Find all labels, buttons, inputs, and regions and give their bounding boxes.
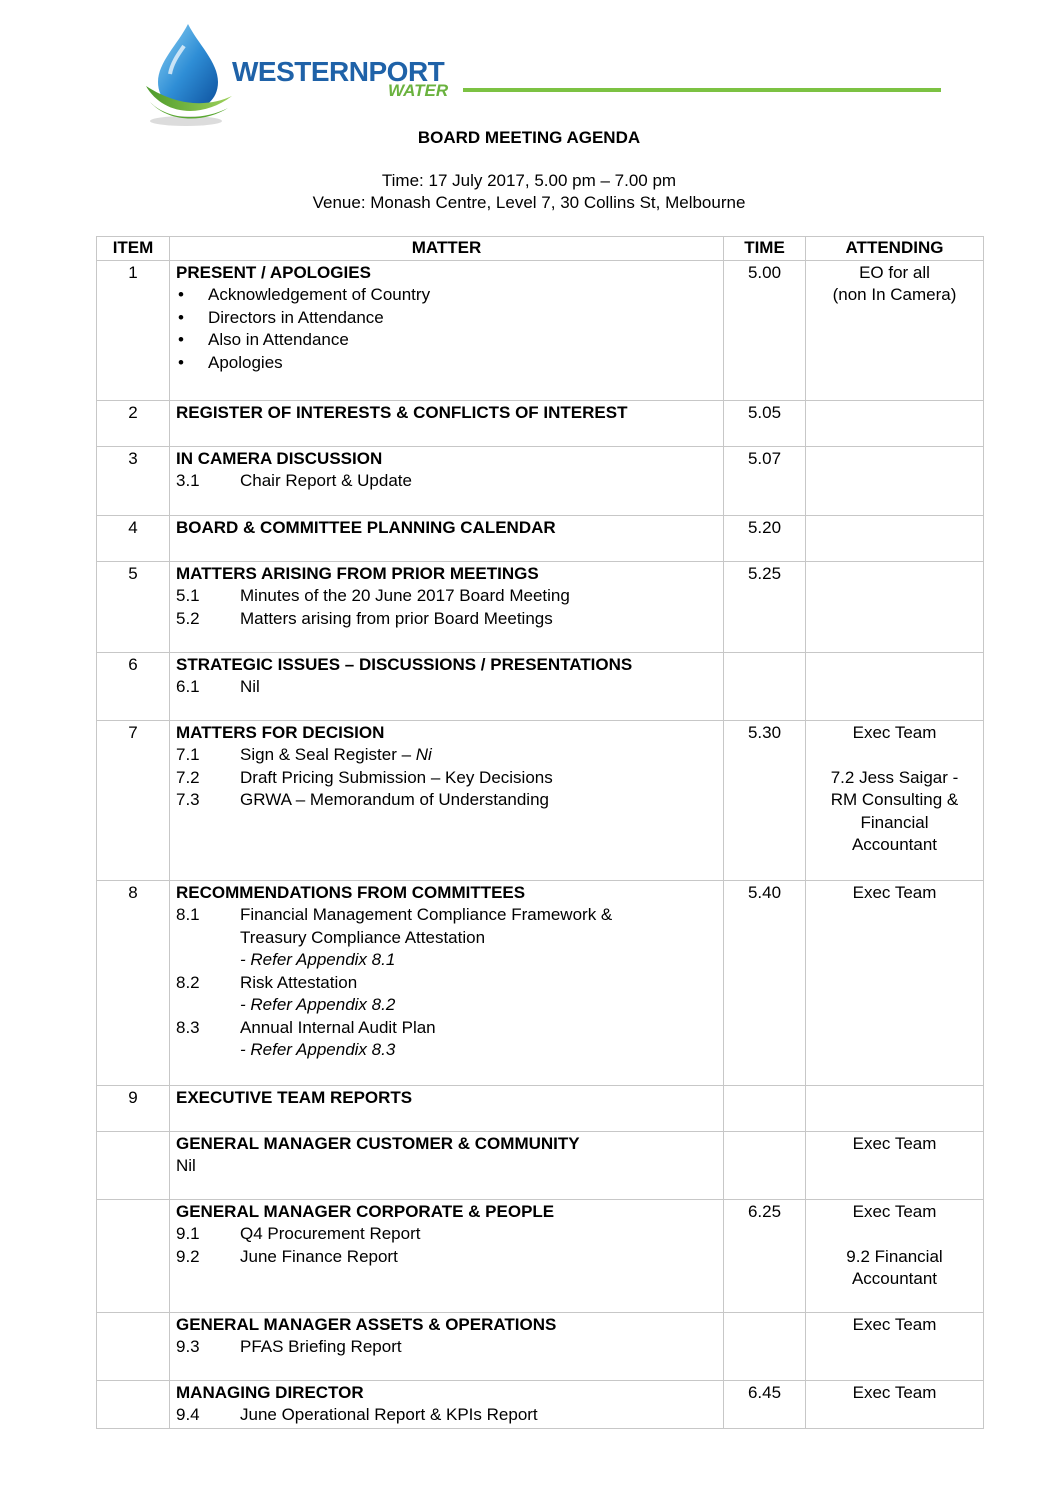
attending-cell: [806, 515, 984, 561]
table-row: [97, 400, 984, 446]
sub-item: [176, 1404, 717, 1427]
list-item-text: Directors in Attendance: [208, 307, 384, 327]
bullet-list: [176, 284, 717, 374]
attending-line: Financial: [860, 812, 929, 832]
attending-line: Accountant: [851, 835, 938, 854]
list-item: [176, 284, 717, 307]
matter-heading: MATTERS ARISING FROM PRIOR MEETINGS: [176, 563, 539, 583]
table-row: [97, 720, 984, 880]
sub-item: [176, 789, 717, 812]
sub-item: [176, 470, 717, 493]
item-number: [97, 1380, 170, 1428]
time-cell: [724, 1131, 806, 1199]
attending-line: Exec Team: [852, 1133, 937, 1153]
sub-item-text: Financial Management Compliance Framework & Treasury Compliance Attestation: [240, 905, 613, 947]
matter-cell: [170, 260, 724, 400]
time-cell: 6.45: [724, 1380, 806, 1428]
table-row: [97, 446, 984, 515]
list-item: [176, 352, 717, 375]
sub-item-number: 7.2: [176, 767, 200, 787]
sub-item-number: 6.1: [176, 677, 200, 696]
water-drop-leaf-icon: [140, 22, 240, 130]
table-row: [97, 260, 984, 400]
attending-cell: [806, 1312, 984, 1380]
item-number: 9: [97, 1085, 170, 1131]
matter-heading: GENERAL MANAGER ASSETS & OPERATIONS: [176, 1314, 557, 1334]
sub-item-text: Sign & Seal Register – Ni: [240, 745, 432, 764]
time-cell: 5.30: [724, 720, 806, 880]
sub-item: [176, 585, 717, 608]
logo: [140, 22, 950, 132]
sub-item-text: GRWA – Memorandum of Understanding: [240, 790, 549, 809]
sub-item-text: Annual Internal Audit Plan: [240, 1017, 436, 1037]
time-cell: 5.25: [724, 561, 806, 652]
sub-item: [176, 676, 717, 699]
header-item: ITEM: [97, 237, 170, 261]
attending-line: Exec Team: [852, 1314, 937, 1334]
matter-cell: [170, 446, 724, 515]
sub-item-text: Risk Attestation: [240, 972, 358, 992]
table-row: [97, 1380, 984, 1428]
matter-cell: [170, 1380, 724, 1428]
sub-item: [176, 1223, 717, 1246]
item-number: 3: [97, 446, 170, 515]
table-row: [97, 561, 984, 652]
list-item-text: Also in Attendance: [208, 330, 349, 349]
attending-cell: [806, 561, 984, 652]
attending-cell: [806, 400, 984, 446]
sub-item: [176, 608, 717, 631]
sub-item-number: 5.2: [176, 608, 200, 628]
time-cell: 5.07: [724, 446, 806, 515]
sub-item-text: June Operational Report & KPIs Report: [240, 1405, 538, 1424]
sub-item-number: 9.1: [176, 1224, 200, 1243]
item-number: 6: [97, 652, 170, 720]
matter-heading: REGISTER OF INTERESTS & CONFLICTS OF INTEREST: [176, 402, 628, 422]
bullet-icon: •: [178, 307, 184, 327]
sub-item-number: 9.3: [176, 1337, 200, 1356]
matter-heading: GENERAL MANAGER CUSTOMER & COMMUNITY: [176, 1133, 580, 1153]
matter-heading: STRATEGIC ISSUES – DISCUSSIONS / PRESENTATIONS: [176, 654, 633, 674]
sub-item-number: 7.1: [176, 745, 200, 764]
matter-cell: [170, 515, 724, 561]
matter-heading: IN CAMERA DISCUSSION: [176, 448, 383, 468]
time-cell: 6.25: [724, 1199, 806, 1312]
sub-item-number: 8.3: [176, 1017, 200, 1037]
attending-cell: [806, 1131, 984, 1199]
header-time: TIME: [724, 237, 806, 261]
sub-item: [176, 1246, 717, 1269]
item-number: 5: [97, 561, 170, 652]
table-row: [97, 1131, 984, 1199]
sub-item-number: 8.2: [176, 972, 200, 992]
table-row: [97, 515, 984, 561]
attending-cell: [806, 880, 984, 1085]
logo-wordmark: WESTERNPORT: [232, 56, 445, 87]
sub-item-text: Nil: [240, 677, 260, 696]
item-number: 1: [97, 260, 170, 400]
attending-line: Accountant: [851, 1269, 938, 1288]
time-cell: [724, 1085, 806, 1131]
table-row: [97, 652, 984, 720]
bullet-icon: •: [178, 285, 184, 304]
matter-cell: [170, 1312, 724, 1380]
matter-heading: MANAGING DIRECTOR: [176, 1382, 364, 1402]
item-number: [97, 1312, 170, 1380]
matter-heading: MATTERS FOR DECISION: [176, 722, 385, 742]
attending-line: (non In Camera): [832, 285, 957, 304]
list-item: [176, 307, 717, 330]
matter-cell: [170, 561, 724, 652]
matter-heading: BOARD & COMMITTEE PLANNING CALENDAR: [176, 517, 556, 537]
meeting-venue: Venue: Monash Centre, Level 7, 30 Collins St, Melbourne: [312, 193, 746, 212]
sub-item-text: Chair Report & Update: [240, 471, 412, 490]
sub-item-number: 7.3: [176, 790, 200, 809]
sub-item: [176, 767, 717, 790]
time-cell: [724, 652, 806, 720]
matter-cell: [170, 880, 724, 1085]
sub-item-text: Matters arising from prior Board Meetings: [240, 608, 553, 628]
sub-item-number: 8.1: [176, 905, 200, 924]
time-cell: 5.20: [724, 515, 806, 561]
sub-item: [176, 1017, 717, 1040]
matter-cell: [170, 652, 724, 720]
attending-line: 7.2 Jess Saigar -: [830, 767, 959, 787]
list-item-text: Acknowledgement of Country: [208, 285, 431, 304]
matter-heading: EXECUTIVE TEAM REPORTS: [176, 1087, 413, 1107]
attending-line: Exec Team: [852, 1382, 937, 1402]
document-title: BOARD MEETING AGENDA: [417, 128, 641, 147]
logo-subword: WATER: [388, 81, 449, 100]
matter-heading: RECOMMENDATIONS FROM COMMITTEES: [176, 882, 526, 902]
item-number: 4: [97, 515, 170, 561]
attending-line: Exec Team: [852, 1201, 937, 1221]
sub-item: [176, 904, 717, 949]
attending-line: [812, 744, 977, 767]
header-attending: ATTENDING: [806, 237, 984, 261]
meeting-time: Time: 17 July 2017, 5.00 pm – 7.00 pm: [381, 171, 677, 190]
time-cell: 5.00: [724, 260, 806, 400]
attending-cell: [806, 720, 984, 880]
matter-cell: [170, 720, 724, 880]
matter-cell: [170, 400, 724, 446]
logo-rule: [463, 88, 941, 92]
table-row: [97, 1312, 984, 1380]
sub-item-text: June Finance Report: [240, 1246, 398, 1266]
time-cell: 5.40: [724, 880, 806, 1085]
attending-line: RM Consulting &: [830, 790, 959, 809]
item-number: 8: [97, 880, 170, 1085]
table-row: [97, 880, 984, 1085]
sub-item: [176, 1336, 717, 1359]
item-number: [97, 1199, 170, 1312]
list-item-text: Apologies: [208, 352, 283, 372]
attending-cell: [806, 652, 984, 720]
attending-cell: [806, 260, 984, 400]
attending-line: Exec Team: [852, 722, 937, 742]
time-cell: 5.05: [724, 400, 806, 446]
attending-cell: [806, 1085, 984, 1131]
item-number: 7: [97, 720, 170, 880]
bullet-icon: •: [178, 330, 184, 349]
sub-item-text: PFAS Briefing Report: [240, 1337, 402, 1356]
item-number: [97, 1131, 170, 1199]
attending-cell: [806, 1380, 984, 1428]
matter-heading: PRESENT / APOLOGIES: [176, 262, 371, 282]
sub-item: [176, 972, 717, 995]
attending-line: [812, 1223, 977, 1246]
attending-cell: [806, 446, 984, 515]
appendix-reference: - Refer Appendix 8.1: [240, 950, 396, 969]
table-row: [97, 1085, 984, 1131]
appendix-reference: - Refer Appendix 8.2: [240, 995, 396, 1014]
attending-line: EO for all: [859, 262, 930, 282]
sub-item-text: Q4 Procurement Report: [240, 1224, 421, 1243]
matter-note: Nil: [176, 1156, 196, 1175]
attending-line: Exec Team: [852, 882, 937, 902]
matter-cell: [170, 1085, 724, 1131]
sub-item-number: 5.1: [176, 586, 200, 605]
item-number: 2: [97, 400, 170, 446]
sub-item-italic: Ni: [415, 745, 432, 764]
matter-heading: GENERAL MANAGER CORPORATE & PEOPLE: [176, 1201, 555, 1221]
attending-cell: [806, 1199, 984, 1312]
sub-item-number: 9.2: [176, 1246, 200, 1266]
sub-item-text: Minutes of the 20 June 2017 Board Meeting: [240, 586, 570, 605]
header-row: [97, 237, 984, 261]
bullet-icon: •: [178, 352, 184, 372]
matter-cell: [170, 1199, 724, 1312]
attending-line: 9.2 Financial: [846, 1246, 943, 1266]
sub-item-number: 3.1: [176, 471, 200, 490]
time-cell: [724, 1312, 806, 1380]
sub-item-number: 9.4: [176, 1405, 200, 1424]
list-item: [176, 329, 717, 352]
sub-item-text: Draft Pricing Submission – Key Decisions: [240, 767, 553, 787]
header-matter: MATTER: [170, 237, 724, 261]
agenda-table: [96, 236, 984, 1429]
appendix-reference: - Refer Appendix 8.3: [240, 1040, 396, 1059]
matter-cell: [170, 1131, 724, 1199]
table-row: [97, 1199, 984, 1312]
sub-item: [176, 744, 717, 767]
